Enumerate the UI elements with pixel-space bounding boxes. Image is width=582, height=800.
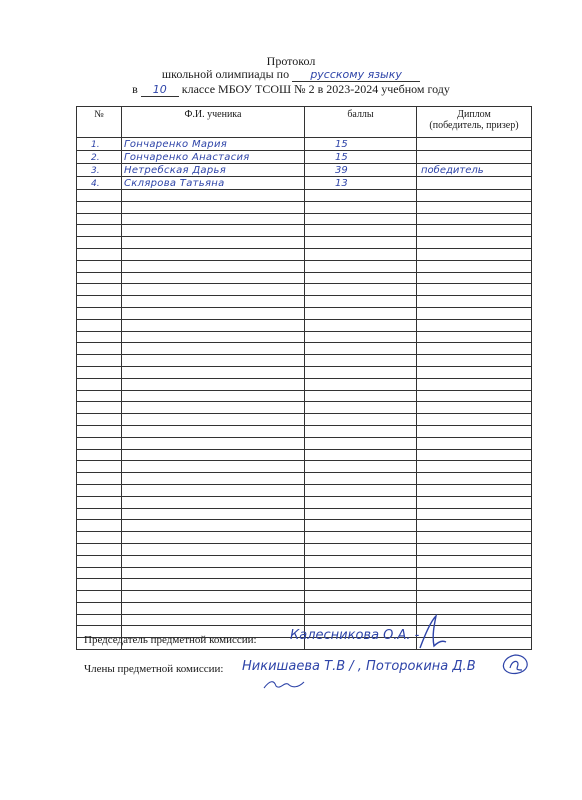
table-row-empty: [77, 555, 532, 567]
score-cell: [305, 201, 417, 213]
score-cell: [305, 260, 417, 272]
score-cell: [305, 425, 417, 437]
diploma-cell: [417, 272, 532, 284]
score-cell: [305, 284, 417, 296]
student-name-cell: [122, 225, 305, 237]
diploma: [417, 152, 421, 163]
table-row: [77, 177, 532, 190]
table-row-empty: [77, 532, 532, 544]
score-cell: [305, 508, 417, 520]
table-row-empty: [77, 437, 532, 449]
diploma-cell: [417, 378, 532, 390]
student-name: Склярова Татьяна: [124, 178, 225, 189]
row-number-cell: [77, 461, 122, 473]
student-name-cell: [122, 520, 305, 532]
row-number-cell: [77, 543, 122, 555]
student-name-cell: [122, 343, 305, 355]
student-name-cell: [122, 614, 305, 626]
diploma-cell: [417, 201, 532, 213]
student-name-cell: [122, 164, 305, 177]
row-number-cell: [77, 437, 122, 449]
student-name-cell: [122, 296, 305, 308]
row-number-cell: [77, 402, 122, 414]
score-cell: [305, 378, 417, 390]
score-cell: [305, 437, 417, 449]
table-row-empty: [77, 591, 532, 603]
student-name-cell: [122, 355, 305, 367]
col-header-number: №: [77, 107, 122, 138]
diploma-cell: [417, 284, 532, 296]
row-number-cell: [77, 414, 122, 426]
student-name-cell: [122, 437, 305, 449]
table-row-empty: [77, 508, 532, 520]
row-number-cell: [77, 331, 122, 343]
student-name-cell: [122, 284, 305, 296]
row-number-cell: [77, 201, 122, 213]
student-name-cell: [122, 213, 305, 225]
diploma-cell: [417, 260, 532, 272]
score-cell: [305, 614, 417, 626]
student-name-cell: [122, 402, 305, 414]
student-name-cell: [122, 567, 305, 579]
table-row-empty: [77, 319, 532, 331]
row-number-cell: [77, 190, 122, 202]
diploma-cell: [417, 390, 532, 402]
score: 15: [335, 152, 348, 163]
table-row-empty: [77, 473, 532, 485]
diploma-cell: [417, 319, 532, 331]
col-header-name: Ф.И. ученика: [122, 107, 305, 138]
table-row-empty: [77, 307, 532, 319]
score-cell: [305, 213, 417, 225]
score-cell: [305, 579, 417, 591]
table-row-empty: [77, 414, 532, 426]
diploma-cell: [417, 177, 532, 190]
score-cell: [305, 331, 417, 343]
diploma-cell: [417, 425, 532, 437]
table-row-empty: [77, 390, 532, 402]
diploma-cell: [417, 520, 532, 532]
student-name-cell: [122, 473, 305, 485]
score-cell: [305, 543, 417, 555]
student-name-cell: [122, 151, 305, 164]
score-cell: [305, 151, 417, 164]
student-name-cell: [122, 260, 305, 272]
student-name-cell: [122, 190, 305, 202]
col-header-diploma-title: Диплом: [457, 109, 491, 120]
table-row-empty: [77, 425, 532, 437]
score: 39: [335, 165, 348, 176]
chair-signature-mark: [410, 612, 450, 652]
score-cell: [305, 366, 417, 378]
diploma-cell: [417, 190, 532, 202]
student-name-cell: [122, 602, 305, 614]
results-table: [76, 106, 532, 650]
student-name-cell: [122, 449, 305, 461]
member-signature-mark-2: [500, 652, 530, 678]
row-number: 4.: [91, 179, 100, 189]
score-cell: [305, 461, 417, 473]
row-number-cell: [77, 508, 122, 520]
row-number-cell: [77, 248, 122, 260]
row-number-cell: [77, 579, 122, 591]
diploma-cell: [417, 591, 532, 603]
table-row-empty: [77, 284, 532, 296]
diploma-cell: [417, 164, 532, 177]
row-number-cell: [77, 296, 122, 308]
student-name: Гончаренко Мария: [124, 139, 228, 150]
row-number-cell: [77, 484, 122, 496]
members-names: Никишаева Т.В / , Поторокина Д.В: [242, 659, 476, 674]
row-number-cell: [77, 555, 122, 567]
student-name-cell: [122, 237, 305, 249]
row-number-cell: [77, 225, 122, 237]
table-row-empty: [77, 602, 532, 614]
row-number-cell: [77, 284, 122, 296]
score-cell: [305, 591, 417, 603]
student-name-cell: [122, 201, 305, 213]
row-number-cell: [77, 532, 122, 544]
table-row-empty: [77, 449, 532, 461]
diploma-cell: [417, 543, 532, 555]
score-cell: [305, 355, 417, 367]
student-name-cell: [122, 138, 305, 151]
student-name-cell: [122, 390, 305, 402]
table-row-empty: [77, 213, 532, 225]
table-row-empty: [77, 378, 532, 390]
score-cell: [305, 602, 417, 614]
row-number-cell: [77, 138, 122, 151]
student-name-cell: [122, 555, 305, 567]
row-number-cell: [77, 449, 122, 461]
grade-prefix: в: [132, 82, 138, 96]
table-row-empty: [77, 366, 532, 378]
table-row-empty: [77, 331, 532, 343]
diploma: [417, 178, 421, 189]
grade-suffix: классе МБОУ ТСОШ № 2 в 2023-2024 учебном году: [181, 82, 450, 96]
student-name-cell: [122, 496, 305, 508]
table-row-empty: [77, 248, 532, 260]
diploma-cell: [417, 366, 532, 378]
table-row-empty: [77, 520, 532, 532]
score-cell: [305, 190, 417, 202]
diploma-cell: [417, 567, 532, 579]
subject-value: русскому языку: [310, 68, 402, 81]
score-cell: [305, 449, 417, 461]
row-number: 3.: [91, 166, 100, 176]
diploma-cell: [417, 496, 532, 508]
diploma-cell: [417, 579, 532, 591]
table-row-empty: [77, 296, 532, 308]
table-row-empty: [77, 484, 532, 496]
row-number-cell: [77, 473, 122, 485]
row-number-cell: [77, 177, 122, 190]
diploma-cell: [417, 355, 532, 367]
score-cell: [305, 520, 417, 532]
diploma-cell: [417, 213, 532, 225]
row-number-cell: [77, 567, 122, 579]
table-body: [77, 138, 532, 650]
score: 15: [335, 139, 348, 150]
diploma-cell: [417, 449, 532, 461]
member-signature-mark: [262, 676, 306, 694]
row-number-cell: [77, 307, 122, 319]
score-cell: [305, 164, 417, 177]
score-cell: [305, 484, 417, 496]
row-number: 1.: [91, 140, 100, 150]
student-name-cell: [122, 378, 305, 390]
row-number-cell: [77, 164, 122, 177]
row-number-cell: [77, 378, 122, 390]
table-row-empty: [77, 355, 532, 367]
grade-blank: [141, 83, 179, 97]
diploma-cell: [417, 296, 532, 308]
score-cell: [305, 237, 417, 249]
score-cell: [305, 496, 417, 508]
diploma: победитель: [421, 165, 484, 176]
table-row-empty: [77, 402, 532, 414]
score-cell: [305, 343, 417, 355]
table-row: [77, 138, 532, 151]
diploma-cell: [417, 138, 532, 151]
table-row-empty: [77, 579, 532, 591]
score-cell: [305, 473, 417, 485]
table-row: [77, 164, 532, 177]
row-number-cell: [77, 213, 122, 225]
subject-prefix: школьной олимпиады по: [161, 67, 290, 81]
row-number-cell: [77, 355, 122, 367]
row-number-cell: [77, 390, 122, 402]
document-title: Протокол: [266, 54, 316, 68]
diploma-cell: [417, 225, 532, 237]
diploma-cell: [417, 237, 532, 249]
diploma-cell: [417, 307, 532, 319]
diploma: [417, 139, 421, 150]
diploma-cell: [417, 484, 532, 496]
score-cell: [305, 532, 417, 544]
student-name-cell: [122, 248, 305, 260]
student-name-cell: [122, 331, 305, 343]
subject-blank: [292, 68, 420, 82]
score-cell: [305, 225, 417, 237]
score-cell: [305, 248, 417, 260]
row-number-cell: [77, 260, 122, 272]
diploma-cell: [417, 461, 532, 473]
score-cell: [305, 138, 417, 151]
col-header-score: баллы: [305, 107, 417, 138]
student-name-cell: [122, 272, 305, 284]
diploma-cell: [417, 248, 532, 260]
row-number-cell: [77, 591, 122, 603]
table-row-empty: [77, 461, 532, 473]
diploma-cell: [417, 331, 532, 343]
table-row-empty: [77, 237, 532, 249]
student-name-cell: [122, 177, 305, 190]
table-row-empty: [77, 201, 532, 213]
row-number-cell: [77, 496, 122, 508]
score-cell: [305, 272, 417, 284]
score-cell: [305, 177, 417, 190]
chair-name: Калесникова О.А. -: [290, 628, 420, 643]
table-row-empty: [77, 225, 532, 237]
score-cell: [305, 414, 417, 426]
table-row-empty: [77, 190, 532, 202]
row-number-cell: [77, 343, 122, 355]
student-name: Гончаренко Анастасия: [124, 152, 250, 163]
table-row-empty: [77, 543, 532, 555]
student-name-cell: [122, 532, 305, 544]
score: 13: [335, 178, 348, 189]
score-cell: [305, 402, 417, 414]
row-number-cell: [77, 237, 122, 249]
score-cell: [305, 567, 417, 579]
grade-line: [0, 82, 582, 97]
row-number-cell: [77, 366, 122, 378]
members-label: Члены предметной комиссии:: [84, 663, 224, 675]
grade-value: 10: [152, 83, 167, 96]
student-name-cell: [122, 414, 305, 426]
row-number-cell: [77, 614, 122, 626]
score-cell: [305, 307, 417, 319]
table-row-empty: [77, 260, 532, 272]
student-name-cell: [122, 366, 305, 378]
table-row-empty: [77, 496, 532, 508]
col-header-diploma: [417, 107, 532, 138]
student-name-cell: [122, 307, 305, 319]
diploma-cell: [417, 437, 532, 449]
diploma-cell: [417, 532, 532, 544]
row-number-cell: [77, 272, 122, 284]
row-number-cell: [77, 151, 122, 164]
table-row-empty: [77, 614, 532, 626]
table-row-empty: [77, 343, 532, 355]
student-name: Нетребская Дарья: [124, 165, 227, 176]
student-name-cell: [122, 461, 305, 473]
row-number: 2.: [91, 153, 100, 163]
row-number-cell: [77, 602, 122, 614]
diploma-cell: [417, 402, 532, 414]
score-cell: [305, 319, 417, 331]
table-row: [77, 151, 532, 164]
diploma-cell: [417, 555, 532, 567]
col-header-diploma-sub: (победитель, призер): [429, 120, 519, 131]
student-name-cell: [122, 484, 305, 496]
score-cell: [305, 555, 417, 567]
score-cell: [305, 296, 417, 308]
student-name-cell: [122, 425, 305, 437]
diploma-cell: [417, 343, 532, 355]
row-number-cell: [77, 425, 122, 437]
row-number-cell: [77, 520, 122, 532]
diploma-cell: [417, 151, 532, 164]
diploma-cell: [417, 414, 532, 426]
diploma-cell: [417, 473, 532, 485]
score-cell: [305, 390, 417, 402]
table-row-empty: [77, 272, 532, 284]
olympiad-subject-line: [0, 67, 582, 82]
student-name-cell: [122, 591, 305, 603]
student-name-cell: [122, 543, 305, 555]
row-number-cell: [77, 319, 122, 331]
student-name-cell: [122, 508, 305, 520]
chair-label: Председатель предметной комиссии:: [84, 634, 257, 646]
student-name-cell: [122, 579, 305, 591]
diploma-cell: [417, 508, 532, 520]
table-row-empty: [77, 567, 532, 579]
table-header-row: [77, 107, 532, 138]
student-name-cell: [122, 319, 305, 331]
